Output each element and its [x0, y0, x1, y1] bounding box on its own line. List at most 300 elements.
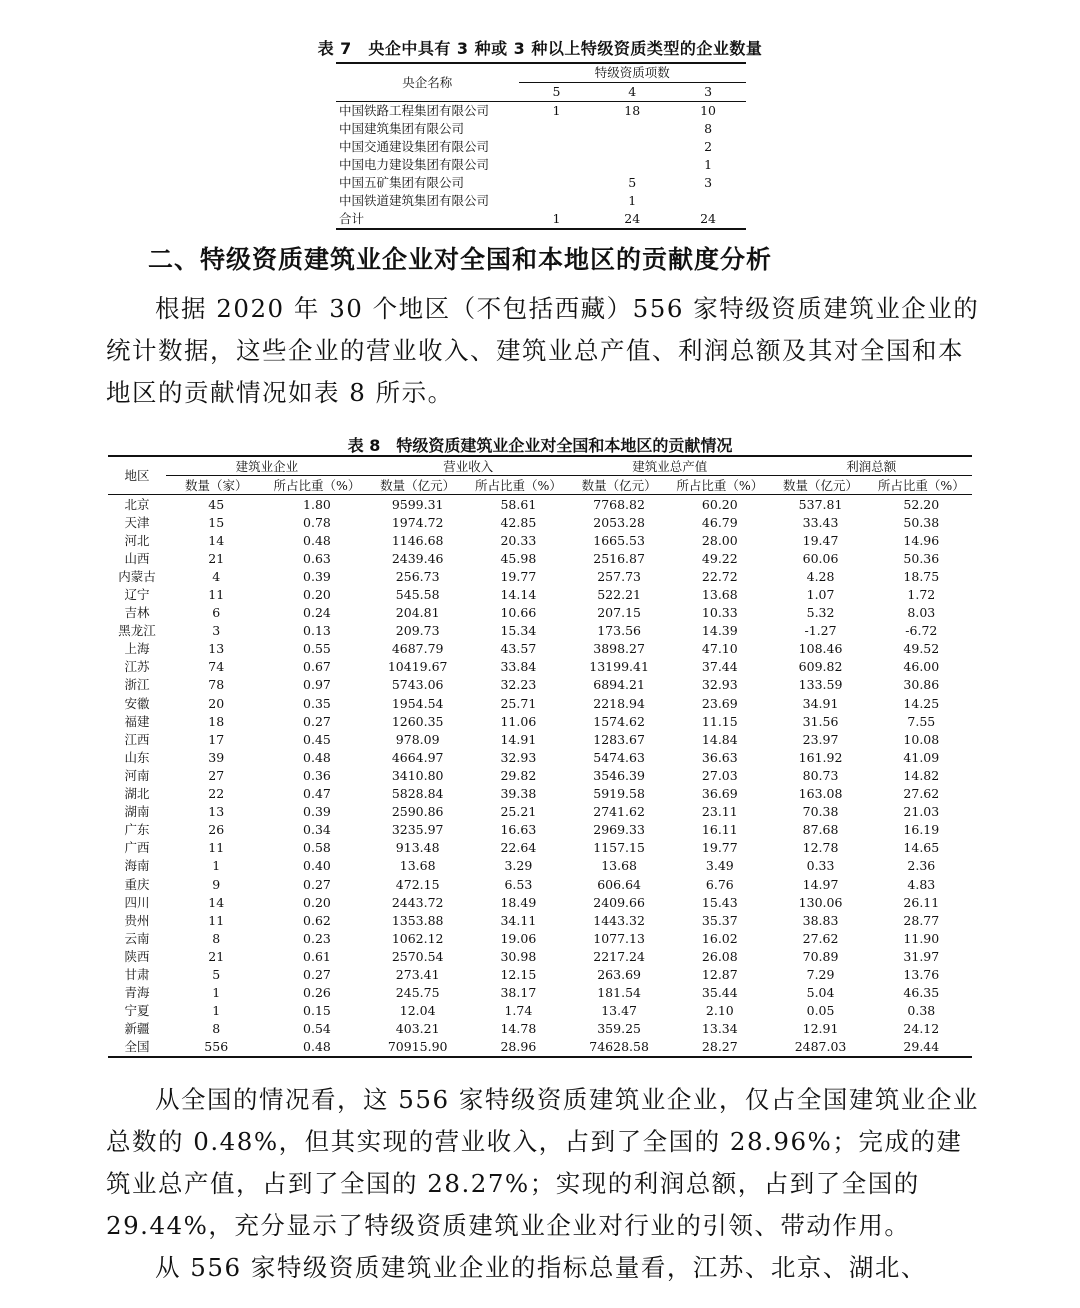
table8-value-cell: 0.35: [303, 695, 331, 711]
table8-value-cell: 33.84: [500, 659, 537, 675]
table8-region-header: 地区: [108, 456, 166, 495]
table8-value-cell: 37.44: [701, 659, 738, 675]
table8-value-cell: 0.97: [303, 677, 331, 693]
table8-value-cell: 47.10: [701, 641, 738, 657]
table8-value-cell: 19.77: [500, 568, 537, 584]
table8-value-cell: 0.20: [303, 894, 331, 910]
table8-value-cell: 27.62: [802, 930, 839, 946]
table8-value-cell: 18.49: [500, 894, 537, 910]
table8-value-cell: 0.13: [303, 623, 331, 639]
table8-value-cell: 52.20: [903, 496, 940, 512]
table7-row: [336, 138, 746, 156]
table8-value-cell: 31.56: [802, 713, 839, 729]
table7-count-cell: 1: [628, 193, 637, 208]
table8-value-cell: 16.02: [701, 930, 738, 946]
paragraph-1-text: 根据 2020 年 30 个地区（不包括西藏）556 家特级资质建筑业企业的统计数据，这些企业的营业收入、建筑业总产值、利润总额及其对全国和本地区的贡献情况如表 8 所示。: [106, 294, 980, 407]
table8-value-cell: -6.72: [905, 623, 938, 639]
table8-value-cell: 7768.82: [593, 496, 645, 512]
table8-value-cell: 472.15: [395, 876, 440, 892]
table8-row: [108, 640, 972, 658]
table8-value-cell: 978.09: [395, 731, 440, 747]
table8-value-cell: 913.48: [395, 840, 440, 856]
table7: [336, 62, 746, 230]
table7-count-cell: 24: [624, 211, 641, 226]
table8-value-cell: 6: [212, 605, 221, 621]
table8-region-cell: 甘肃: [124, 966, 150, 982]
table8-value-cell: 2487.03: [794, 1039, 847, 1055]
table8-region-cell: 内蒙古: [118, 568, 156, 584]
table8-row: [108, 821, 972, 839]
table7-sub-header: 4: [594, 83, 670, 102]
table8-value-cell: 41.09: [903, 749, 940, 765]
table8-region-cell: 宁夏: [124, 1003, 150, 1019]
table8-value-cell: 38.17: [500, 985, 537, 1001]
table8-value-cell: 23.69: [701, 695, 738, 711]
table8-value-cell: 45: [208, 496, 225, 512]
table7-count-cell: 10: [700, 103, 717, 118]
table8-value-cell: 13.76: [903, 966, 940, 982]
table8-value-cell: 10.33: [701, 605, 738, 621]
table8-row: [108, 676, 972, 694]
table8-value-cell: 22.72: [701, 568, 738, 584]
table8-value-cell: 36.69: [701, 786, 738, 802]
table8-value-cell: 12.04: [399, 1003, 436, 1019]
table8-value-cell: 60.06: [802, 550, 839, 566]
table8-value-cell: 50.38: [903, 514, 940, 530]
table8-value-cell: 11: [208, 912, 225, 928]
table8-group-header: 建筑业企业: [166, 456, 367, 476]
table8-value-cell: 3.49: [705, 858, 734, 874]
table8-value-cell: 2.10: [705, 1003, 734, 1019]
table8-value-cell: 0.55: [303, 641, 331, 657]
table8-row: [108, 495, 972, 514]
table8-value-cell: 14.91: [500, 731, 537, 747]
table8-value-cell: 14.25: [903, 695, 940, 711]
table8-row: [108, 567, 972, 585]
table8-row: [108, 766, 972, 784]
table8-value-cell: 0.39: [303, 568, 331, 584]
table8-value-cell: 1283.67: [593, 731, 645, 747]
table8-value-cell: 46.35: [903, 985, 940, 1001]
table8-value-cell: 58.61: [500, 496, 537, 512]
table8-value-cell: 14: [208, 532, 225, 548]
table7-company-name: 合计: [339, 211, 365, 226]
table8-value-cell: 1062.12: [391, 930, 444, 946]
table8-value-cell: 5.04: [806, 985, 835, 1001]
table8-value-cell: 1.72: [907, 587, 936, 603]
table8-row: [108, 549, 972, 567]
table8-value-cell: 0.40: [303, 858, 331, 874]
table8-region-cell: 陕西: [124, 948, 150, 964]
table8-value-cell: 87.68: [802, 822, 839, 838]
table8-value-cell: 273.41: [395, 966, 440, 982]
table8-value-cell: 3235.97: [391, 822, 444, 838]
table7-count-cell: 1: [552, 211, 561, 226]
table8-value-cell: 4.28: [806, 568, 835, 584]
table8-value-cell: 606.64: [597, 876, 641, 892]
table8-value-cell: 4664.97: [391, 749, 444, 765]
table8-value-cell: 0.05: [806, 1003, 835, 1019]
table8-row: [108, 1002, 972, 1020]
table8-row: [108, 712, 972, 730]
table8-value-cell: 3: [212, 623, 221, 639]
table8-value-cell: 19.06: [500, 930, 537, 946]
paragraph-3-text: 从 556 家特级资质建筑业企业的指标总量看，江苏、北京、湖北、: [155, 1253, 927, 1282]
table8-value-cell: 28.77: [903, 912, 940, 928]
table8-value-cell: 60.20: [701, 496, 738, 512]
table8-sub-header: 数量（家）: [166, 476, 266, 495]
table8-value-cell: 522.21: [597, 587, 641, 603]
table7-row: [336, 102, 746, 121]
table8-value-cell: 14.39: [701, 623, 738, 639]
table8-row: [108, 531, 972, 549]
table8-value-cell: 256.73: [395, 568, 440, 584]
table8-value-cell: 6.76: [705, 876, 734, 892]
table8-value-cell: 0.27: [303, 713, 331, 729]
table7-row: [336, 156, 746, 174]
table8-region-cell: 全国: [124, 1039, 150, 1055]
table8-value-cell: 1.07: [806, 587, 835, 603]
table8-value-cell: 2217.24: [593, 948, 645, 964]
table8-value-cell: 4687.79: [391, 641, 444, 657]
table8-value-cell: 30.86: [903, 677, 940, 693]
table8-value-cell: 14.96: [903, 532, 940, 548]
table8-value-cell: 14.97: [802, 876, 839, 892]
table8-value-cell: 5: [212, 966, 221, 982]
table8-row: [108, 857, 972, 875]
table8-value-cell: 403.21: [395, 1021, 440, 1037]
table8-value-cell: 3410.80: [391, 767, 444, 783]
table8-value-cell: 0.62: [303, 912, 331, 928]
table8-value-cell: 25.21: [500, 804, 537, 820]
table8-row: [108, 1020, 972, 1038]
table7-sub-header: 3: [670, 83, 746, 102]
table8-region-cell: 海南: [124, 858, 150, 874]
table8-value-cell: 15.34: [500, 623, 537, 639]
table7-company-name: 中国铁路工程集团有限公司: [339, 103, 490, 118]
table8-value-cell: 17: [208, 731, 225, 747]
table8-value-cell: 8.03: [907, 605, 936, 621]
table8-value-cell: 108.46: [798, 641, 843, 657]
table8-value-cell: 1146.68: [391, 532, 444, 548]
table8-value-cell: 18: [208, 713, 225, 729]
table8-caption: 表 8 特级资质建筑业企业对全国和本地区的贡献情况: [347, 436, 733, 455]
table8-value-cell: 28.96: [500, 1039, 537, 1055]
table8-value-cell: 1: [212, 858, 221, 874]
table8-value-cell: 1665.53: [593, 532, 645, 548]
table8-value-cell: 161.92: [798, 749, 843, 765]
table8-value-cell: 2741.62: [593, 804, 645, 820]
table7-company-name: 中国五矿集团有限公司: [339, 175, 465, 190]
table7-count-cell: [519, 156, 595, 174]
table8-value-cell: 31.97: [903, 948, 940, 964]
table8-value-cell: 2516.87: [593, 550, 645, 566]
table8-region-cell: 湖北: [124, 786, 150, 802]
table8-value-cell: 7.55: [907, 713, 936, 729]
table8-value-cell: 21: [208, 948, 225, 964]
table8-row: [108, 694, 972, 712]
table8-value-cell: 3898.27: [593, 641, 645, 657]
table8-value-cell: 1260.35: [391, 713, 444, 729]
table8-value-cell: 39.38: [500, 786, 537, 802]
table8-value-cell: 3.29: [504, 858, 533, 874]
table8-value-cell: 245.75: [395, 985, 440, 1001]
table8-value-cell: 1974.72: [391, 514, 444, 530]
table7-company-name: 中国铁道建筑集团有限公司: [339, 193, 490, 208]
table8-sub-header: 数量（亿元）: [569, 476, 669, 495]
table8-region-cell: 福建: [124, 713, 150, 729]
table8-value-cell: 12.15: [500, 966, 537, 982]
table8-region-cell: 四川: [124, 894, 150, 910]
table8-value-cell: 49.22: [701, 550, 738, 566]
table8-row: [108, 604, 972, 622]
table8-value-cell: 25.71: [500, 695, 537, 711]
table8-value-cell: 21.03: [903, 804, 940, 820]
table8-region-cell: 青海: [124, 985, 150, 1001]
table8-row: [108, 513, 972, 531]
table8-value-cell: 1574.62: [593, 713, 645, 729]
table8-value-cell: 14.84: [701, 731, 738, 747]
table8-value-cell: 22: [208, 786, 225, 802]
table7-company-name: 中国交通建设集团有限公司: [339, 139, 490, 154]
table8-value-cell: 8: [212, 930, 221, 946]
table8-value-cell: 39: [208, 749, 225, 765]
table8-value-cell: 34.91: [802, 695, 839, 711]
table7-count-cell: 24: [700, 211, 717, 226]
table8-region-cell: 江苏: [124, 659, 150, 675]
table7-row: [336, 174, 746, 192]
table8-value-cell: 28.00: [701, 532, 738, 548]
table7-count-cell: 3: [704, 175, 713, 190]
table8-value-cell: 2439.46: [391, 550, 444, 566]
table8-value-cell: 0.54: [303, 1021, 331, 1037]
table8-value-cell: 35.37: [701, 912, 738, 928]
table8-value-cell: 556: [204, 1039, 229, 1055]
table8-row: [108, 839, 972, 857]
table8-value-cell: 9599.31: [391, 496, 444, 512]
table8-row: [108, 585, 972, 603]
table8-sub-header: 所占比重（%）: [871, 476, 972, 495]
table8-value-cell: 0.27: [303, 966, 331, 982]
table8-row: [108, 875, 972, 893]
table8-value-cell: 257.73: [597, 568, 641, 584]
table8-value-cell: 0.24: [303, 605, 331, 621]
table8-value-cell: 14.65: [903, 840, 940, 856]
table8-sub-header: 所占比重（%）: [468, 476, 569, 495]
table8-value-cell: 70.89: [802, 948, 839, 964]
table8-sub-header: 数量（亿元）: [368, 476, 468, 495]
table8-value-cell: 0.36: [303, 767, 331, 783]
table7-group-header: 特级资质项数: [519, 63, 746, 83]
table8-row: [108, 947, 972, 965]
table8-row: [108, 622, 972, 640]
table8-value-cell: 70915.90: [387, 1039, 448, 1055]
table8-value-cell: 26: [208, 822, 225, 838]
table8-value-cell: 16.11: [701, 822, 738, 838]
table8-region-cell: 广西: [124, 840, 150, 856]
paragraph-2-text: 从全国的情况看，这 556 家特级资质建筑业企业，仅占全国建筑业企业总数的 0.48%，但其实现的营业收入，占到了全国的 28.96%；完成的建筑业总产值，占到了全国的 28.27%；实现的利润总额，占到了全国的 29.44%，充分显示了特级资质建筑业企业对行业的引领、带动作用。: [106, 1085, 979, 1240]
table8-value-cell: 0.63: [303, 550, 331, 566]
table7-count-cell: 1: [552, 103, 561, 118]
section-heading: 二、特级资质建筑业企业对全国和本地区的贡献度分析: [148, 245, 773, 274]
table8-row: [108, 803, 972, 821]
table7-count-cell: [519, 174, 595, 192]
table8-value-cell: 13.34: [701, 1021, 738, 1037]
table8: [108, 455, 972, 1058]
table8-value-cell: 13: [208, 804, 225, 820]
table8-value-cell: 29.82: [500, 767, 537, 783]
table8-row: [108, 929, 972, 947]
table8-value-cell: 12.78: [802, 840, 839, 856]
table7-count-cell: [519, 192, 595, 210]
table8-value-cell: 2570.54: [391, 948, 444, 964]
table8-value-cell: 4: [212, 568, 221, 584]
table8-region-cell: 河北: [124, 532, 150, 548]
table8-value-cell: 14.14: [500, 587, 537, 603]
table8-group-header: 建筑业总产值: [569, 456, 770, 476]
table8-value-cell: 14.82: [903, 767, 940, 783]
table7-count-cell: 1: [704, 157, 713, 172]
table8-value-cell: 29.44: [903, 1039, 940, 1055]
table8-value-cell: 1: [212, 1003, 221, 1019]
table8-value-cell: 27.62: [903, 786, 940, 802]
table7-count-cell: [519, 138, 595, 156]
table8-value-cell: 0.15: [303, 1003, 331, 1019]
table8-value-cell: 23.97: [802, 731, 839, 747]
table7-row: [336, 120, 746, 138]
table8-value-cell: 27.03: [701, 767, 738, 783]
table8-value-cell: 10.08: [903, 731, 940, 747]
table8-value-cell: 1.74: [504, 1003, 533, 1019]
table8-value-cell: 359.25: [597, 1021, 641, 1037]
table8-value-cell: 13.68: [399, 858, 436, 874]
table8-value-cell: 5.32: [806, 605, 835, 621]
table8-value-cell: 11: [208, 840, 225, 856]
table7-row: [336, 210, 746, 229]
table8-value-cell: 2443.72: [391, 894, 444, 910]
table8-region-cell: 安徽: [124, 695, 150, 711]
table8-value-cell: 0.33: [806, 858, 835, 874]
table8-value-cell: 11.15: [701, 713, 738, 729]
table8-value-cell: 27: [208, 767, 225, 783]
table8-sub-header: 数量（亿元）: [770, 476, 870, 495]
table8-value-cell: 34.11: [500, 912, 537, 928]
table8-value-cell: 0.23: [303, 930, 331, 946]
table7-name-header: 央企名称: [336, 63, 519, 102]
table8-row: [108, 911, 972, 929]
table8-value-cell: 13199.41: [589, 659, 649, 675]
table8-row: [108, 785, 972, 803]
table8-row: [108, 984, 972, 1002]
table8-row: [108, 1038, 972, 1057]
table8-value-cell: 6894.21: [593, 677, 645, 693]
table8-region-cell: 河南: [124, 767, 150, 783]
table8-value-cell: 26.08: [701, 948, 738, 964]
table8-value-cell: 0.34: [303, 822, 331, 838]
table7-count-cell: 18: [624, 103, 641, 118]
paragraph-2: [106, 1079, 986, 1289]
table8-region-cell: 新疆: [124, 1021, 150, 1037]
table8-region-cell: 江西: [124, 731, 150, 747]
table8-value-cell: 545.58: [395, 587, 440, 603]
table8-value-cell: 12.91: [802, 1021, 839, 1037]
table8-value-cell: 1157.15: [593, 840, 645, 856]
table8-value-cell: 0.58: [303, 840, 331, 856]
paragraph-1: [106, 288, 986, 414]
table8-value-cell: 0.45: [303, 731, 331, 747]
table7-company-name: 中国电力建设集团有限公司: [339, 157, 490, 172]
table8-value-cell: 45.98: [500, 550, 537, 566]
table8-region-cell: 广东: [124, 822, 150, 838]
table8-value-cell: 38.83: [802, 912, 839, 928]
table8-value-cell: 11.90: [903, 930, 940, 946]
table8-value-cell: 1353.88: [391, 912, 444, 928]
table8-value-cell: 10.66: [500, 605, 537, 621]
table8-region-cell: 吉林: [124, 605, 150, 621]
table8-value-cell: 28.27: [701, 1039, 738, 1055]
table8-value-cell: 2969.33: [593, 822, 645, 838]
table8-region-cell: 上海: [124, 641, 150, 657]
table8-value-cell: 74: [208, 659, 225, 675]
table8-value-cell: 204.81: [395, 605, 440, 621]
table8-value-cell: 19.77: [701, 840, 738, 856]
table8-value-cell: 43.57: [500, 641, 537, 657]
table8-group-header: 营业收入: [368, 456, 569, 476]
table7-sub-header: 5: [519, 83, 595, 102]
table7-row: [336, 192, 746, 210]
table8-value-cell: 32.23: [500, 677, 537, 693]
table8-value-cell: 24.12: [903, 1021, 940, 1037]
table8-value-cell: 207.15: [597, 605, 641, 621]
table8-value-cell: 50.36: [903, 550, 940, 566]
table8-region-cell: 天津: [124, 514, 150, 530]
table8-value-cell: 2218.94: [593, 695, 645, 711]
table8-value-cell: 13.68: [601, 858, 637, 874]
table8-value-cell: 74628.58: [589, 1039, 649, 1055]
table8-value-cell: 209.73: [395, 623, 440, 639]
table8-sub-header: 所占比重（%）: [266, 476, 367, 495]
table8-value-cell: 42.85: [500, 514, 537, 530]
table8-value-cell: 26.11: [903, 894, 940, 910]
table8-value-cell: 0.48: [303, 1039, 331, 1055]
table8-value-cell: -1.27: [804, 623, 837, 639]
table8-value-cell: 15: [208, 514, 225, 530]
table8-value-cell: 16.63: [500, 822, 537, 838]
table8-value-cell: 0.61: [303, 948, 331, 964]
table8-value-cell: 20.33: [500, 532, 537, 548]
table8-value-cell: 181.54: [597, 985, 641, 1001]
table8-value-cell: 20: [208, 695, 225, 711]
table8-value-cell: 70.38: [802, 804, 839, 820]
table8-value-cell: 19.47: [802, 532, 839, 548]
table8-row: [108, 748, 972, 766]
table8-value-cell: 80.73: [802, 767, 839, 783]
table8-value-cell: 163.08: [798, 786, 843, 802]
table8-value-cell: 263.69: [597, 966, 641, 982]
table8-region-cell: 辽宁: [124, 587, 150, 603]
table8-value-cell: 0.67: [303, 659, 331, 675]
table8-region-cell: 重庆: [124, 876, 150, 892]
table7-count-cell: 8: [704, 121, 713, 136]
table8-value-cell: 0.78: [303, 514, 331, 530]
table8-value-cell: 0.39: [303, 804, 331, 820]
table8-region-cell: 黑龙江: [118, 623, 156, 639]
table7-count-cell: 5: [628, 175, 637, 190]
table8-group-header: 利润总额: [770, 456, 972, 476]
table8-value-cell: 1: [212, 985, 221, 1001]
table8-value-cell: 16.19: [903, 822, 940, 838]
table8-value-cell: 14: [208, 894, 225, 910]
